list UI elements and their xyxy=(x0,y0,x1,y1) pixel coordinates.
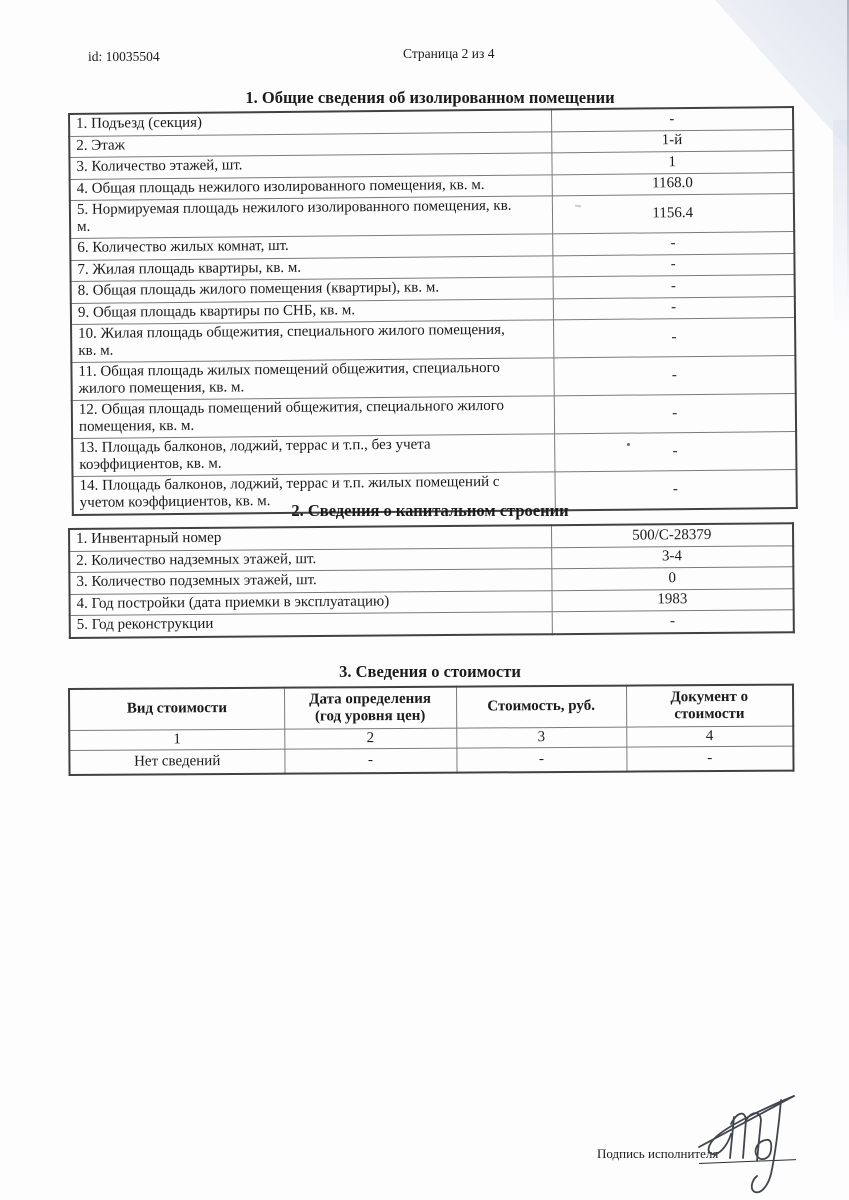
col-number: 1 xyxy=(69,729,284,750)
section2-title: 2. Сведения о капитальном строении xyxy=(291,501,569,520)
row-value: 3-4 xyxy=(551,545,793,568)
document-id: id: 10035504 xyxy=(88,49,160,64)
col-header-cost: Стоимость, руб. xyxy=(456,686,626,728)
row-value: 1983 xyxy=(552,588,794,611)
table-row xyxy=(70,610,794,638)
table-row xyxy=(69,746,793,775)
row-value: 0 xyxy=(551,567,793,590)
row-label: 10. Жилая площадь общежития, специального жилого помещения, кв. м. xyxy=(71,320,553,363)
col-header-date: Дата определения (год уровня цен) xyxy=(284,687,456,729)
page-indicator: Страница 2 из 4 xyxy=(403,46,495,61)
cost-table-header-row xyxy=(69,685,793,731)
row-label: 2. Этаж xyxy=(69,131,551,157)
row-value: 1 xyxy=(551,151,793,175)
row-label: 3. Количество подземных этажей, шт. xyxy=(69,569,551,594)
row-value: - xyxy=(552,610,794,634)
capital-structure-table-grid xyxy=(68,522,795,638)
row-label: 4. Общая площадь нежилого изолированного помещения, кв. м. xyxy=(70,174,552,200)
section1-title: 1. Общие сведения об изолированном помещении xyxy=(245,88,615,107)
row-value: 1168.0 xyxy=(552,172,794,196)
row-value: - xyxy=(553,356,795,396)
row-value: - xyxy=(554,470,796,511)
cost-type-cell: Нет сведений xyxy=(69,749,284,775)
row-label: 6. Количество жилых комнат, шт. xyxy=(70,234,552,260)
row-value: - xyxy=(553,275,795,299)
row-label: 3. Количество этажей, шт. xyxy=(69,153,551,179)
section3-title: 3. Сведения о стоимости xyxy=(339,662,521,681)
isolated-premises-table xyxy=(68,106,798,516)
row-value: - xyxy=(552,232,794,256)
row-value: - xyxy=(554,432,796,472)
row-value: - xyxy=(553,296,795,320)
row-value: - xyxy=(551,107,793,131)
document-cell: - xyxy=(626,746,793,772)
date-cell: - xyxy=(284,748,456,774)
col-header-document: Документ о стоимости xyxy=(626,685,793,727)
signature-label: Подпись исполнителя xyxy=(597,1146,719,1161)
row-label: 5. Нормируемая площадь нежилого изолированного помещения, кв. м. xyxy=(70,196,552,239)
row-value: - xyxy=(552,253,794,277)
row-label: 1. Инвентарный номер xyxy=(69,525,551,551)
row-label: 1. Подъезд (секция) xyxy=(69,109,551,136)
cost-cell: - xyxy=(456,747,626,773)
isolated-premises-table-grid xyxy=(68,106,798,516)
row-label: 9. Общая площадь квартиры по СНБ, кв. м. xyxy=(71,298,553,324)
row-label: 11. Общая площадь жилых помещений общежития, специального жилого помещения, кв. м. xyxy=(71,358,553,401)
scan-speck xyxy=(627,443,630,446)
row-value: - xyxy=(553,318,795,358)
col-number: 4 xyxy=(626,726,793,747)
row-value: 1156.4 xyxy=(552,194,794,234)
row-value: - xyxy=(554,394,796,434)
row-value: 500/С-28379 xyxy=(551,523,793,547)
row-label: 2. Количество надземных этажей, шт. xyxy=(69,547,551,572)
row-label: 5. Год реконструкции xyxy=(70,612,552,638)
row-label: 13. Площадь балконов, лоджий, террас и т.п., без учета коэффициентов, кв. м. xyxy=(72,434,554,477)
row-label: 4. Год постройки (дата приемки в эксплуатацию) xyxy=(70,590,552,615)
row-label: 7. Жилая площадь квартиры, кв. м. xyxy=(70,255,552,281)
col-header-cost-type: Вид стоимости xyxy=(69,688,284,730)
row-value: 1-й xyxy=(551,129,793,153)
row-label: 12. Общая площадь помещений общежития, специального жилого помещения, кв. м. xyxy=(72,396,554,439)
row-label: 8. Общая площадь жилого помещения (квартиры), кв. м. xyxy=(71,277,553,303)
col-number: 2 xyxy=(284,728,456,749)
cost-table-grid xyxy=(68,684,795,776)
col-number: 3 xyxy=(456,727,626,748)
cost-table xyxy=(68,684,795,776)
row-label: 14. Площадь балконов, лоджий, террас и т.п. жилых помещений с учетом коэффициентов, кв. м. xyxy=(72,472,554,515)
capital-structure-table xyxy=(68,522,795,638)
